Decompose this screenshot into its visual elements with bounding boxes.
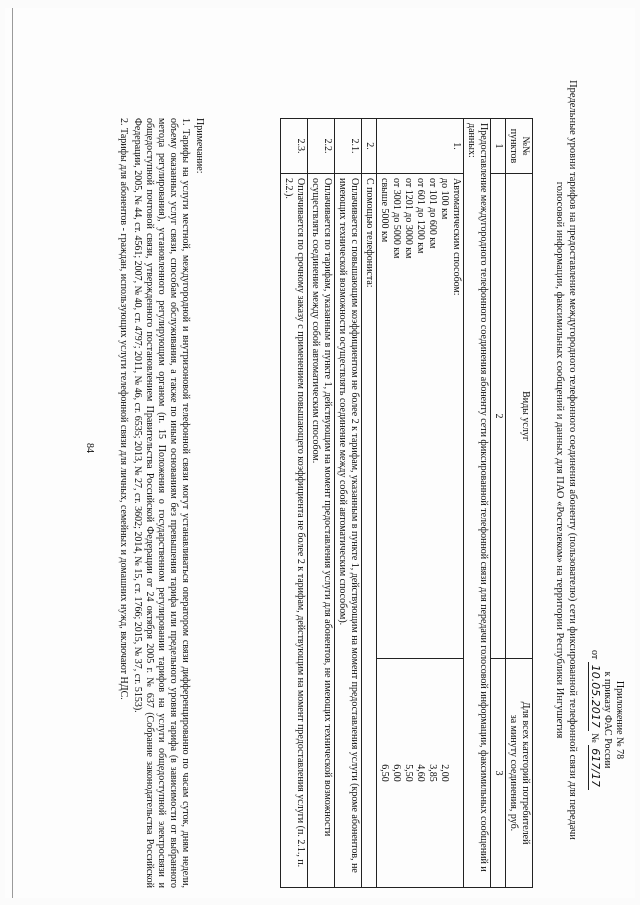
distance-item: до 100 км	[439, 178, 450, 220]
notes-section	[115, 118, 205, 888]
table-row-main	[464, 119, 491, 888]
price-item: 3,85	[427, 764, 438, 782]
table-row-2-2	[308, 119, 335, 888]
table-header-numbers	[491, 119, 506, 888]
row-2-1-num: 2.1.	[335, 119, 362, 174]
row-2-3-num: 2.3.	[281, 119, 308, 174]
sheet-edge-line	[12, 8, 13, 898]
price-item: 6,00	[391, 764, 402, 782]
distance-item: от 601 до 1200 км	[415, 178, 426, 254]
row-2-text: С помощью телефониста:	[362, 174, 377, 888]
row-main-text: Предоставление междугородного телефонного соединения абоненту сети фиксированной телефонной связи для передачи голосовой информации, факсимильных сообщений и данных:	[464, 119, 491, 888]
price-item: 2,00	[439, 764, 450, 782]
row-2-2-text: Оплачивается по тарифам, указанным в пункте 1, действующим на момент предоставления услуги для абонентов, не имеющих технической возможности осуществлять соединение между собой автоматическим способом.	[308, 174, 335, 888]
price-list	[378, 663, 450, 883]
handwritten-number: 617/17	[588, 745, 602, 790]
row-2-2-num: 2.2.	[308, 119, 335, 174]
document-title: Предельные уровни тарифов на предоставление междугородного телефонного соединения абоненту (пользователю) сети фиксированной телефонной связи для передачи голосовой информации, факсимильных сообщений и данных для ПАО «Ростелеком» на территории Республики Ингушетия	[554, 80, 578, 840]
row-2-1-text: Оплачивается с повышающим коэффициентом не более 2 к тарифам, указанным в пункте 1, действующим на момент предоставления услуги (кроме абонентов, не имеющих технической возможности осуществлять соединение между собой автоматическим способом).	[335, 174, 362, 888]
distance-item: свыше 5000 км	[379, 178, 390, 243]
table-row-2-1	[335, 119, 362, 888]
row-2-3-text: Оплачивается по срочному заказу с применением повышающего коэффициента не более 2 к тарифам, действующим на момент предоставления услуги (п. 2.1., п. 2.2.).	[281, 174, 308, 888]
notes-heading: Примечание:	[194, 118, 205, 174]
annex-block	[588, 600, 625, 840]
row-1-num: 1.	[377, 119, 464, 174]
header-number-1: 1	[491, 119, 506, 174]
annex-title: Приложение № 78	[614, 680, 625, 760]
tariff-table	[280, 118, 533, 888]
row-1-prices	[377, 659, 464, 888]
distance-item: от 1201 до 3000 км	[403, 178, 414, 259]
table-row-2-3	[281, 119, 308, 888]
header-col-number: №№ пунктов	[506, 119, 533, 174]
header-number-2: 2	[491, 174, 506, 659]
note-2: 2. Тарифы для абонентов - граждан, использующих услуги телефонной связи для личных, семейных и домашних нужд, включают НДС.	[118, 118, 129, 700]
table-header-row	[506, 119, 533, 888]
distance-item: от 3001 до 5000 км	[391, 178, 402, 259]
annex-date-line: от 10.05.2017 № 617/17	[588, 600, 601, 840]
price-item: 5,50	[403, 764, 414, 782]
page-number: 84	[84, 443, 95, 453]
table-row-2	[362, 119, 377, 888]
distance-list	[378, 178, 450, 654]
note-1: 1. Тарифы на услуги местной, междугородной и внутризоновой телефонной связи могут устанавливаться оператором связи дифференцированно по часам суток, дням недели, объему оказанных услуг связи, способам обслуживания, а также по иным основаниям без превышения тарифа или предельного уровня тарифа (в зависимости от выбранного метода регулирования), установленного регулирующим органом (п. 15 Положения о государственном регулировании тарифов на услуги общедоступной электросвязи и общедоступной почтовой связи, утвержденного постановлением Правительства Российской Федерации от 24 октября 2005 г. № 637 (Собрание законодательства Российской Федерации, 2005, № 44, ст. 4561; 2007, № 40, ст. 4797; 2011, № 46, ст. 6535; 2013, № 27, ст. 3602; 2014, № 15, ст. 1766; 2015, № 37, ст. 5153).	[132, 118, 191, 888]
handwritten-date: 10.05.2017	[588, 662, 602, 731]
rotated-document-sheet	[5, 8, 635, 898]
header-number-3: 3	[491, 659, 506, 888]
header-col-price: Для всех категорий потребителей за минуту соединения, руб.	[506, 659, 533, 888]
price-item: 4,60	[415, 764, 426, 782]
row-2-num: 2.	[362, 119, 377, 174]
table-row-1	[377, 119, 464, 888]
row-1-content: Автоматическим способом: до 100 км от 101 до 600 км от 601 до 1200 км от 1201 до 3000 км от 3001 до 5000 км свыше 5000 км	[377, 174, 464, 659]
distance-item: от 101 до 600 км	[427, 178, 438, 249]
price-item: 6,50	[379, 764, 390, 782]
annex-order: к приказу ФАС России	[602, 671, 613, 769]
header-col-services: Виды услуг	[506, 174, 533, 659]
